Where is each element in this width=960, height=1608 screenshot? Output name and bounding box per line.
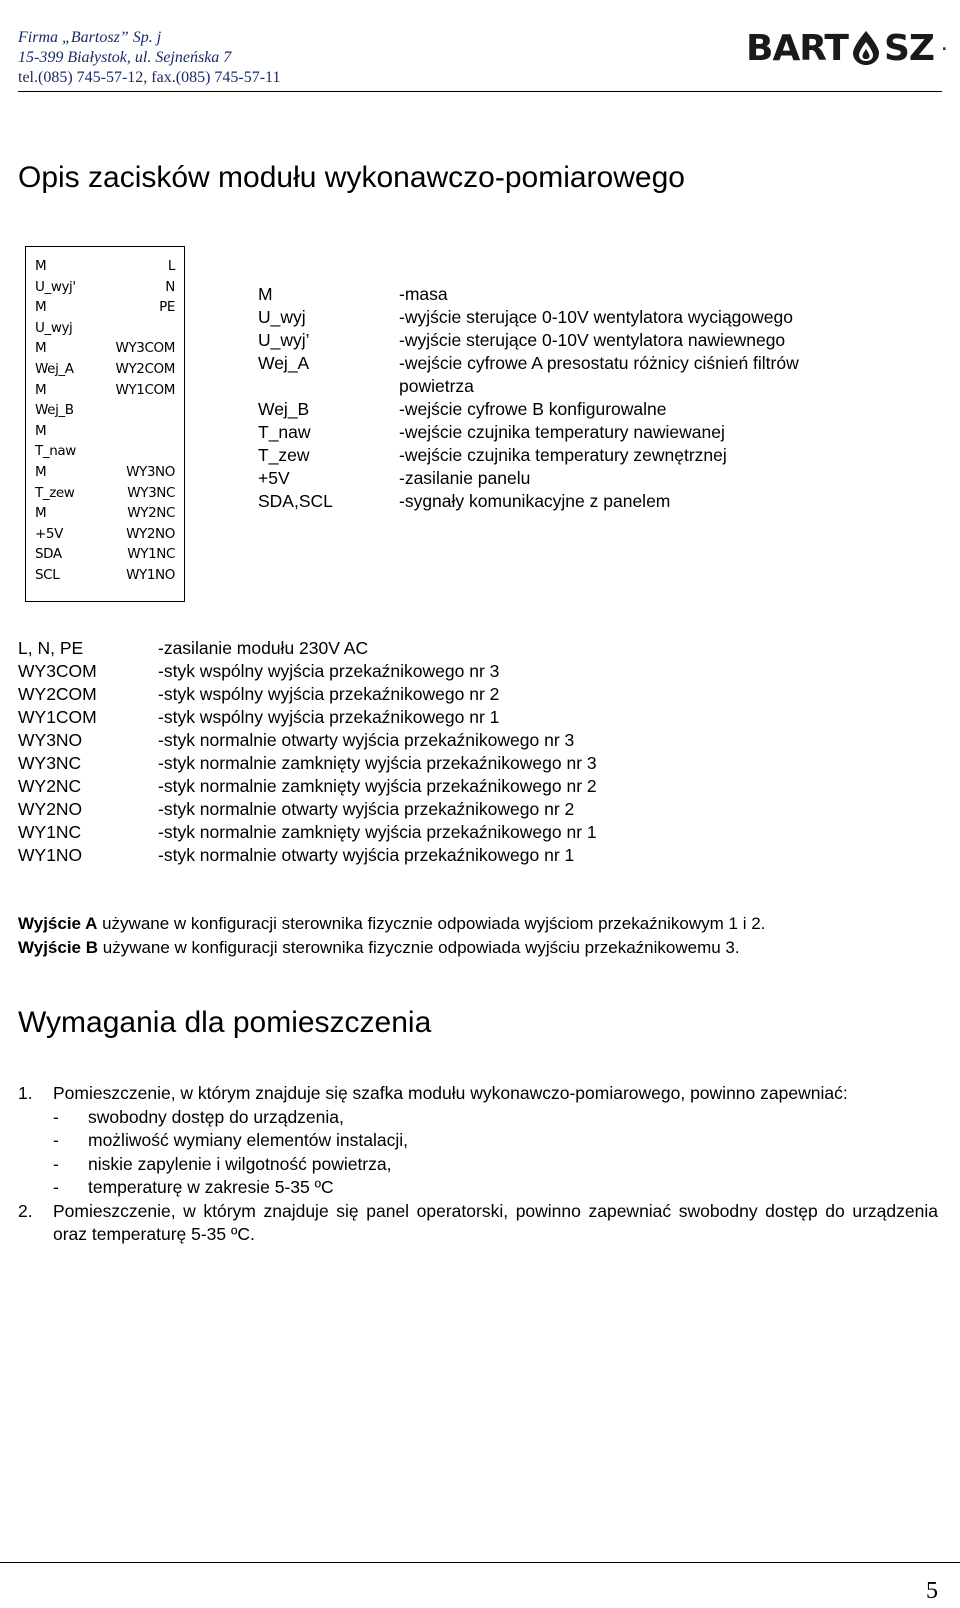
terminal-label-left: M — [35, 258, 47, 274]
terminal-row — [35, 441, 175, 461]
logo-dot: . — [941, 38, 946, 54]
company-name: Firma „Bartosz” Sp. j — [18, 29, 162, 46]
terminal-row — [35, 565, 175, 585]
terminal-description: -masa — [399, 284, 448, 304]
note-a-text: używane w konfiguracji sterownika fizycznie odpowiada wyjściom przekaźnikowym 1 i 2. — [97, 914, 766, 933]
terminal-description: -wejście cyfrowe A presostatu różnicy ciśnień filtrów — [399, 353, 799, 373]
requirement-item-1 — [18, 1082, 938, 1106]
terminal-description: -zasilanie panelu — [399, 468, 531, 488]
terminal-name: T_zew — [258, 445, 310, 465]
relay-row — [18, 775, 938, 798]
terminal-label-right: WY2NO — [126, 525, 175, 542]
requirement-bullet — [53, 1129, 938, 1153]
terminal-row — [35, 277, 175, 297]
room-requirements — [18, 1082, 938, 1247]
terminal-name: WY1NO — [18, 845, 83, 865]
terminal-description: -wyjście sterujące 0-10V wentylatora nawiewnego — [399, 330, 786, 350]
terminal-row — [35, 380, 175, 400]
section-title-terminals: Opis zacisków modułu wykonawczo-pomiarowego — [18, 161, 685, 194]
terminal-label-left: U_wyj — [35, 319, 73, 336]
terminal-label-left: SCL — [35, 567, 60, 583]
terminal-label-left: T_zew — [35, 484, 75, 501]
terminal-description: -styk normalnie otwarty wyjścia przekaźnikowego nr 3 — [158, 730, 575, 750]
terminal-name: T_naw — [258, 422, 311, 442]
footer-divider — [0, 1562, 960, 1563]
terminal-name: L, N, PE — [18, 638, 84, 658]
terminal-label-right: WY2NC — [127, 505, 175, 522]
terminal-description: powietrza — [399, 376, 474, 396]
terminal-row — [35, 338, 175, 358]
signal-row — [258, 398, 938, 421]
terminal-name: SDA,SCL — [258, 491, 333, 511]
terminal-label-left: M — [35, 381, 47, 398]
requirement-text: Pomieszczenie, w którym znajduje się panel operatorski, powinno zapewniać swobodny dostęp do urządzenia oraz temperaturę 5-35 ºC. — [53, 1200, 938, 1244]
relay-row — [18, 637, 938, 660]
terminal-label-left: M — [35, 422, 47, 439]
terminal-row — [35, 297, 175, 317]
terminal-label-left: Wej_B — [35, 402, 74, 419]
terminal-row — [35, 503, 175, 523]
terminal-label-left: M — [35, 299, 47, 316]
output-notes — [18, 912, 938, 960]
terminal-name: Wej_A — [258, 353, 310, 373]
terminal-description: -styk normalnie otwarty wyjścia przekaźnikowego nr 2 — [158, 799, 575, 819]
terminal-label-left: U_wyj' — [35, 278, 76, 295]
terminal-name: Wej_B — [258, 399, 310, 419]
terminal-name: WY3NC — [18, 753, 82, 773]
note-b-label: Wyjście B — [18, 938, 99, 957]
terminal-label-left: Wej_A — [35, 361, 74, 377]
terminal-description: -styk wspólny wyjścia przekaźnikowego nr 1 — [158, 707, 500, 727]
relay-row — [18, 821, 938, 844]
relay-row — [18, 844, 938, 867]
note-a-label: Wyjście A — [18, 914, 98, 933]
requirement-item-2 — [18, 1200, 938, 1247]
terminal-name: WY2NC — [18, 776, 82, 796]
terminal-label-right: N — [165, 278, 175, 295]
terminal-label-left: M — [35, 464, 47, 480]
signal-row — [258, 467, 938, 490]
terminal-label-right: WY3COM — [115, 340, 175, 357]
company-address: 15-399 Białystok, ul. Sejneńska 7 — [18, 49, 232, 66]
terminal-name: U_wyj’ — [258, 330, 310, 350]
terminal-name: WY1COM — [18, 707, 97, 727]
terminal-name: M — [258, 284, 273, 304]
terminal-row — [35, 359, 175, 379]
terminal-row — [35, 462, 175, 482]
signal-row — [258, 490, 938, 513]
terminal-description: -wejście cyfrowe B konfigurowalne — [399, 399, 667, 419]
terminal-name: U_wyj — [258, 307, 306, 327]
terminal-description: -styk normalnie zamknięty wyjścia przekaźnikowego nr 3 — [158, 753, 597, 773]
requirement-bullets — [18, 1106, 938, 1200]
signal-row — [258, 306, 938, 329]
terminal-description: -styk wspólny wyjścia przekaźnikowego nr 3 — [158, 661, 500, 681]
requirement-bullet — [53, 1176, 938, 1200]
page-header — [18, 27, 946, 92]
terminal-label-right: WY1COM — [115, 381, 175, 398]
relay-row — [18, 752, 938, 775]
requirement-number: 1. — [18, 1083, 33, 1103]
terminal-name: WY1NC — [18, 822, 82, 842]
bullet-dash: - — [53, 1177, 59, 1197]
flame-drop-icon — [849, 30, 883, 66]
terminal-label-left: M — [35, 340, 47, 357]
terminal-name: +5V — [258, 468, 290, 488]
signal-row — [258, 444, 938, 467]
relay-row — [18, 706, 938, 729]
terminal-description: -styk normalnie zamknięty wyjścia przekaźnikowego nr 1 — [158, 822, 597, 842]
relay-row — [18, 683, 938, 706]
terminal-row — [35, 256, 175, 276]
terminal-label-left: SDA — [35, 546, 62, 563]
company-info — [18, 28, 280, 88]
terminal-description: -styk wspólny wyjścia przekaźnikowego nr 2 — [158, 684, 500, 704]
company-contact: tel.(085) 745-57-12, fax.(085) 745-57-11 — [18, 69, 281, 86]
terminal-row — [35, 421, 175, 441]
terminal-label-right: WY3NO — [126, 464, 175, 480]
terminal-description: -styk normalnie otwarty wyjścia przekaźnikowego nr 1 — [158, 845, 575, 865]
page-number: 5 — [926, 1578, 938, 1604]
requirement-text: Pomieszczenie, w którym znajduje się szafka modułu wykonawczo-pomiarowego, powinno zapewniać: — [53, 1083, 848, 1103]
relay-row — [18, 798, 938, 821]
signal-row — [258, 421, 938, 444]
signal-row — [258, 329, 938, 352]
relay-row — [18, 660, 938, 683]
terminal-diagram — [25, 246, 185, 602]
note-b-text: używane w konfiguracji sterownika fizycznie odpowiada wyjściu przekaźnikowemu 3. — [98, 938, 740, 957]
terminal-label-left: M — [35, 505, 47, 522]
terminal-name: WY3NO — [18, 730, 83, 750]
terminal-label-left: T_naw — [35, 443, 76, 460]
terminal-name: WY2COM — [18, 684, 97, 704]
terminal-label-right: WY1NO — [126, 567, 175, 583]
bullet-text: niskie zapylenie i wilgotność powietrza, — [88, 1153, 392, 1174]
terminal-label-right: L — [167, 258, 175, 274]
note-output-b — [18, 936, 938, 960]
bullet-dash: - — [53, 1130, 59, 1150]
bullet-dash: - — [53, 1153, 59, 1174]
terminal-label-right: WY2COM — [115, 361, 175, 377]
terminal-description: -zasilanie modułu 230V AC — [158, 638, 369, 658]
terminal-description: -styk normalnie zamknięty wyjścia przekaźnikowego nr 2 — [158, 776, 597, 796]
terminal-row — [35, 318, 175, 338]
signal-row — [258, 352, 938, 375]
header-divider — [18, 91, 942, 92]
terminal-name: WY2NO — [18, 799, 83, 819]
terminal-row — [35, 524, 175, 544]
signal-terminal-list — [258, 283, 938, 513]
logo-text-right: SZ — [883, 27, 934, 69]
requirement-bullet — [53, 1106, 938, 1130]
terminal-row — [35, 400, 175, 420]
terminal-row — [35, 483, 175, 503]
terminal-label-right: PE — [159, 299, 175, 316]
terminal-label-left: +5V — [35, 525, 63, 542]
terminal-description: -wyjście sterujące 0-10V wentylatora wyciągowego — [399, 307, 793, 327]
logo-text-left: BART — [746, 27, 848, 69]
relay-row — [18, 729, 938, 752]
terminal-row — [35, 544, 175, 564]
bullet-text: swobodny dostęp do urządzenia, — [88, 1106, 344, 1127]
terminal-label-right: WY3NC — [127, 484, 175, 501]
terminal-description: -wejście czujnika temperatury nawiewanej — [399, 422, 725, 442]
requirement-number: 2. — [18, 1200, 33, 1221]
bullet-dash: - — [53, 1106, 59, 1127]
section-title-requirements: Wymagania dla pomieszczenia — [18, 1006, 432, 1039]
signal-row — [258, 375, 938, 398]
signal-row — [258, 283, 938, 306]
bullet-text: temperaturę w zakresie 5-35 ºC — [88, 1177, 334, 1197]
requirement-bullet — [53, 1153, 938, 1177]
terminal-description: -wejście czujnika temperatury zewnętrznej — [399, 445, 727, 465]
terminal-label-right: WY1NC — [127, 546, 175, 563]
relay-terminal-list — [18, 637, 938, 867]
bartosz-logo — [746, 27, 946, 69]
terminal-description: -sygnały komunikacyjne z panelem — [399, 491, 671, 511]
bullet-text: możliwość wymiany elementów instalacji, — [88, 1130, 408, 1150]
note-output-a — [18, 912, 938, 936]
terminal-name: WY3COM — [18, 661, 97, 681]
